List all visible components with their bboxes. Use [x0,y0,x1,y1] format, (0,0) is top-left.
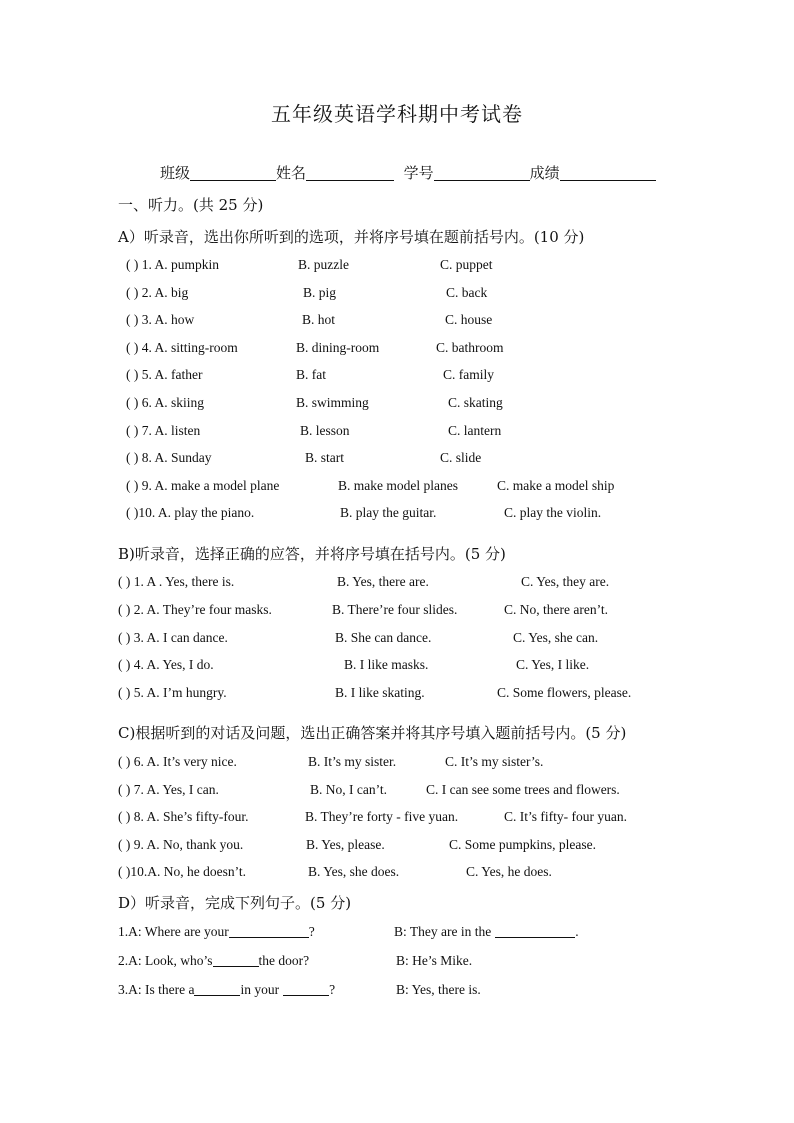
option-c: C. lantern [448,422,502,438]
option-b: B. Yes, please. [306,836,385,852]
option-b: B. fat [296,367,326,383]
name-label: 姓名 [276,164,307,182]
option-b: B. Yes, there are. [337,574,429,589]
question-option-a: ( )10.A. No, he doesn’t. [118,864,246,880]
option-c: C. bathroom [436,339,504,355]
question-option-a: ( ) 3. A. I can dance. [118,629,228,645]
question-option-a: ( ) 1. A. pumpkin [126,257,219,272]
question-option-a: ( ) 8. A. She’s fifty-four. [118,809,249,825]
option-c: C. back [446,284,488,300]
option-b: B. puzzle [298,257,349,272]
question-option-a: ( ) 8. A. Sunday [126,450,212,466]
d3-a-end: ? [329,982,336,997]
question-option-a: ( ) 9. A. make a model plane [126,477,280,493]
option-b: B. pig [303,284,337,300]
d1-b-text: B: They are in the [394,924,492,939]
question-option-a: ( ) 4. A. Yes, I do. [118,657,214,673]
option-c: C. Some flowers, please. [497,685,632,701]
option-b: B. start [305,450,344,466]
option-b: B. lesson [300,422,350,438]
part-b-header: B)听录音，选择正确的应答，并将序号填在括号内。(5 分) [118,545,506,563]
question-option-a: ( ) 7. A. Yes, I can. [118,781,219,797]
name-blank[interactable] [306,164,394,181]
option-b: B. No, I can’t. [310,781,387,797]
option-b: B. I like skating. [335,685,425,701]
part-d-header: D）听录音，完成下列句子。(5 分) [118,894,352,912]
d1-blank-2[interactable] [495,924,575,938]
question-option-a: ( ) 9. A. No, thank you. [118,836,244,852]
question-option-a: ( ) 5. A. I’m hungry. [118,685,227,701]
option-c: C. play the violin. [504,505,602,521]
option-c: C. Yes, I like. [516,657,590,673]
score-blank[interactable] [560,164,656,181]
option-c: C. Yes, she can. [513,629,599,645]
page-title: 五年级英语学科期中考试卷 [271,102,523,126]
option-b: B. make model planes [338,477,458,493]
question-option-a: ( ) 5. A. father [126,367,203,383]
d3-a-mid: in your [240,982,280,997]
d1-a-end: ? [308,924,315,939]
question-option-a: ( ) 6. A. It’s very nice. [118,754,237,769]
option-b: B. It’s my sister. [308,754,397,769]
listening-header: 一、听力。(共 25 分) [118,196,264,214]
option-c: C. skating [448,395,503,410]
question-option-a: ( ) 2. A. They’re four masks. [118,601,272,617]
student-info-line [160,162,656,183]
id-label: 学号 [403,164,434,182]
class-label: 班级 [160,164,191,182]
option-b: B. swimming [296,395,369,410]
d1-blank-1[interactable] [229,924,309,938]
part-a-header: A）听录音，选出你所听到的选项，并将序号填在题前括号内。(10 分) [118,228,585,246]
option-c: C. It’s my sister’s. [445,754,544,769]
question-option-a: ( ) 7. A. listen [126,422,201,438]
option-b: B. play the guitar. [340,505,437,521]
option-c: C. Yes, he does. [466,864,552,880]
option-c: C. house [445,312,493,328]
option-b: B. There’re four slides. [332,601,458,617]
question-option-a: ( ) 6. A. skiing [126,395,205,410]
option-b: B. dining-room [296,339,380,355]
d3-blank-1[interactable] [194,982,240,996]
question-option-a: ( )10. A. play the piano. [126,505,255,521]
option-c: C. It’s fifty- four yuan. [504,809,627,825]
option-c: C. Some pumpkins, please. [449,836,596,852]
option-b: B. Yes, she does. [308,864,400,880]
option-c: C. puppet [440,257,493,272]
option-b: B. hot [302,312,336,328]
option-c: C. I can see some trees and flowers. [426,781,620,797]
option-c: C. make a model ship [497,477,615,493]
option-c: C. No, there aren’t. [504,601,608,617]
option-b: B. I like masks. [344,657,429,673]
d1-b-end: . [575,924,579,939]
option-c: C. slide [440,450,482,466]
option-b: B. She can dance. [335,629,432,645]
part-c-header: C)根据听到的对话及问题，选出正确答案并将其序号填入题前括号内。(5 分) [118,724,627,742]
question-option-a: ( ) 4. A. sitting-room [126,339,238,355]
question-option-a: ( ) 2. A. big [126,284,189,300]
class-blank[interactable] [190,164,276,181]
question-option-a: ( ) 1. A . Yes, there is. [118,574,235,589]
id-blank[interactable] [434,164,530,181]
d2-a-text: 2.A: Look, who’s [118,953,213,968]
d3-b-text: B: Yes, there is. [396,982,481,997]
d2-blank-1[interactable] [213,953,259,967]
option-b: B. They’re forty - five yuan. [305,809,459,825]
option-c: C. family [443,367,494,383]
d3-blank-2[interactable] [283,982,329,996]
option-c: C. Yes, they are. [521,574,610,589]
d3-a-text: 3.A: Is there a [118,982,195,997]
score-label: 成绩 [529,164,560,182]
d1-a-text: 1.A: Where are your [118,924,229,939]
question-option-a: ( ) 3. A. how [126,312,195,328]
d2-a-end: the door? [258,953,310,968]
d2-b-text: B: He’s Mike. [396,953,473,968]
